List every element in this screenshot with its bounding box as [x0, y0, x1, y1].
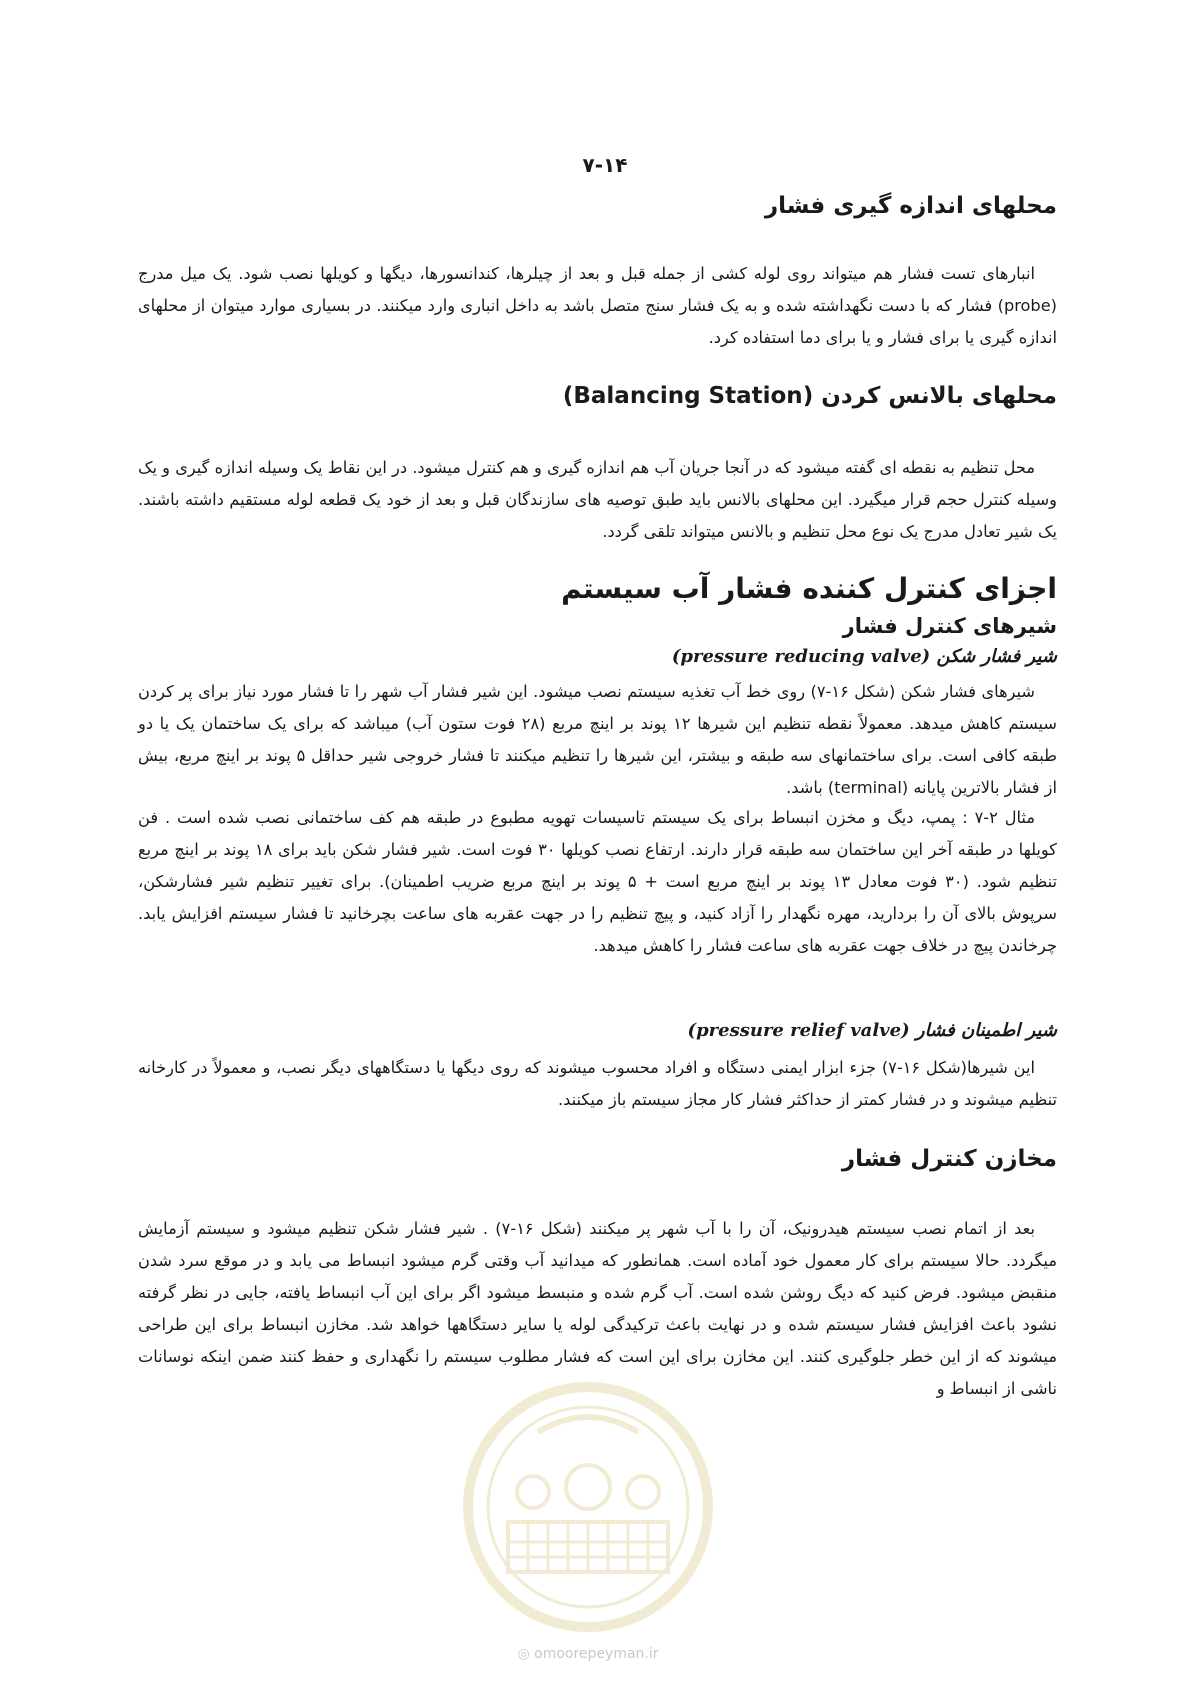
- section-title: محلهای بالانس کردن (Balancing Station): [562, 383, 1057, 409]
- paragraph-example: مثال ۲-۷ : پمپ، دیگ و مخزن انبساط برای یک سیستم تاسیسات تهویه مطبوع در طبقه هم کف ساختمانی نصب شده است . فن کویلها در طبقه آخر این ساختمان سه طبقه قرار دارند. ارتفاع نصب کویلها ۳۰ فوت است. شیر فشار شکن باید برای ۱۸ پوند بر اینچ مربع تنظیم شود. (۳۰ فوت معادل ۱۳ پوند بر اینچ مربع است + ۵ پوند بر اینچ مربع ضریب اطمینان). برای تغییر تنظیم شیر فشارشکن، سرپوش بالای آن را بردارید، مهره نگهدار را آزاد کنید، و پیچ تنظیم را در جهت عقربه های ساعت بچرخانید تا فشار سیستم افزایش یابد. چرخاندن پیچ در خلاف جهت عقربه های ساعت فشار را کاهش میدهد.: [138, 808, 1057, 955]
- paragraph: شیرهای فشار شکن (شکل ۱۶-۷) روی خط آب تغذیه سیستم نصب میشود. این شیر فشار آب شهر را تا فشار مورد نیاز برای پر کردن سیستم کاهش میدهد. معمولاً نقطه تنظیم این شیرها ۱۲ پوند بر اینچ مربع (۲۸ فوت ستون آب) میباشد که برای یک ساختمان یک یا دو طبقه کافی است. برای ساختمانهای سه طبقه و بیشتر، این شیرها را تنظیم میکنند تا فشار خروجی شیر حداقل ۵ پوند بر اینچ مربع، بیش از فشار بالاترین پایانه (terminal) باشد.: [138, 682, 1057, 797]
- section-title: اجزای کنترل کننده فشار آب سیستم: [561, 572, 1057, 605]
- paragraph: انبارهای تست فشار هم میتواند روی لوله کشی از جمله قبل و بعد از چیلرها، کندانسورها، دیگها و کویلها نصب شود. یک میل مدرج (probe) فشار که با دست نگهداشته شده و به یک فشار سنج متصل باشد به داخل انباری وارد میکنند. در بسیاری موارد میتوان از محلهای اندازه گیری یا برای فشار و یا برای دما استفاده کرد.: [138, 264, 1057, 347]
- seal-icon: [448, 1372, 728, 1642]
- subsection-relief-body: [138, 1052, 1057, 1116]
- paragraph: این شیرها(شکل ۱۶-۷) جزء ابزار ایمنی دستگاه و افراد محسوب میشوند که روی دیگها یا دستگاههای دیگر نصب، و معمولاً در کارخانه تنظیم میشوند و در فشار کمتر از حداکثر فشار کار مجاز سیستم باز میکنند.: [138, 1058, 1057, 1109]
- section-pressure-measurement: [138, 193, 1057, 219]
- instagram-icon: ◎: [517, 1646, 530, 1662]
- example-body: [138, 802, 1057, 962]
- section-pressure-control: [138, 572, 1057, 605]
- paragraph: بعد از اتمام نصب سیستم هیدرونیک، آن را با آب شهر پر میکنند (شکل ۱۶-۷) . شیر فشار شکن تنظیم میشود و سیستم آزمایش میگردد. حالا سیستم برای کار معمول خود آماده است. همانطور که میدانید آب وقتی گرم میشود انبساط می یابد و در موقع سرد شدن منقبض میشود. فرض کنید که دیگ روشن شده است. آب گرم شده و منبسط میشود اگر برای این آب انبساط یافته، جایی در نظر گرفته نشود باعث افزایش فشار سیستم شده و در نهایت باعث ترکیدگی لوله یا سایر دستگاهها خواهد شد. مخازن انبساط برای این طراحی میشوند که از این خطر جلوگیری کنند. این مخازن برای این است که فشار مطلوب سیستم را نگهداری و حفظ کنند ضمن اینکه نوسانات ناشی از انبساط و: [138, 1219, 1057, 1398]
- section-body: [138, 452, 1057, 548]
- subsection-relief-title-wrap: [138, 1020, 1057, 1041]
- paragraph: محل تنظیم به نقطه ای گفته میشود که در آنجا جریان آب هم اندازه گیری و هم کنترل میشود. در این نقاط یک وسیله اندازه گیری و یک وسیله کنترل حجم قرار میگیرد. این محلهای بالانس باید طبق توصیه های سازندگان قبل و بعد از خود یک قطعه لوله مستقیم داشته باشند. یک شیر تعادل مدرج یک نوع محل تنظیم و بالانس میتواند تلقی گردد.: [138, 458, 1057, 541]
- section-balancing-station: [138, 383, 1057, 409]
- subsection-title: شیر فشار شکن (pressure reducing valve): [671, 646, 1057, 667]
- section-title: مخازن کنترل فشار: [841, 1146, 1057, 1172]
- subsection-title: شیر اطمینان فشار (pressure relief valve): [687, 1020, 1057, 1041]
- watermark-footer: [468, 1646, 708, 1662]
- watermark-text: omoorepeyman.ir: [534, 1646, 659, 1662]
- section-title: محلهای اندازه گیری فشار: [764, 193, 1057, 219]
- subsection-prv-title-wrap: [138, 646, 1057, 667]
- section-pressure-tanks: [138, 1146, 1057, 1172]
- page-number: ۷-۱۴: [582, 153, 628, 177]
- section-body: [138, 258, 1057, 354]
- subsection-prv-body: [138, 676, 1057, 804]
- section-subtitle: شیرهای کنترل فشار: [842, 614, 1057, 638]
- section-subtitle-wrap: [138, 614, 1057, 638]
